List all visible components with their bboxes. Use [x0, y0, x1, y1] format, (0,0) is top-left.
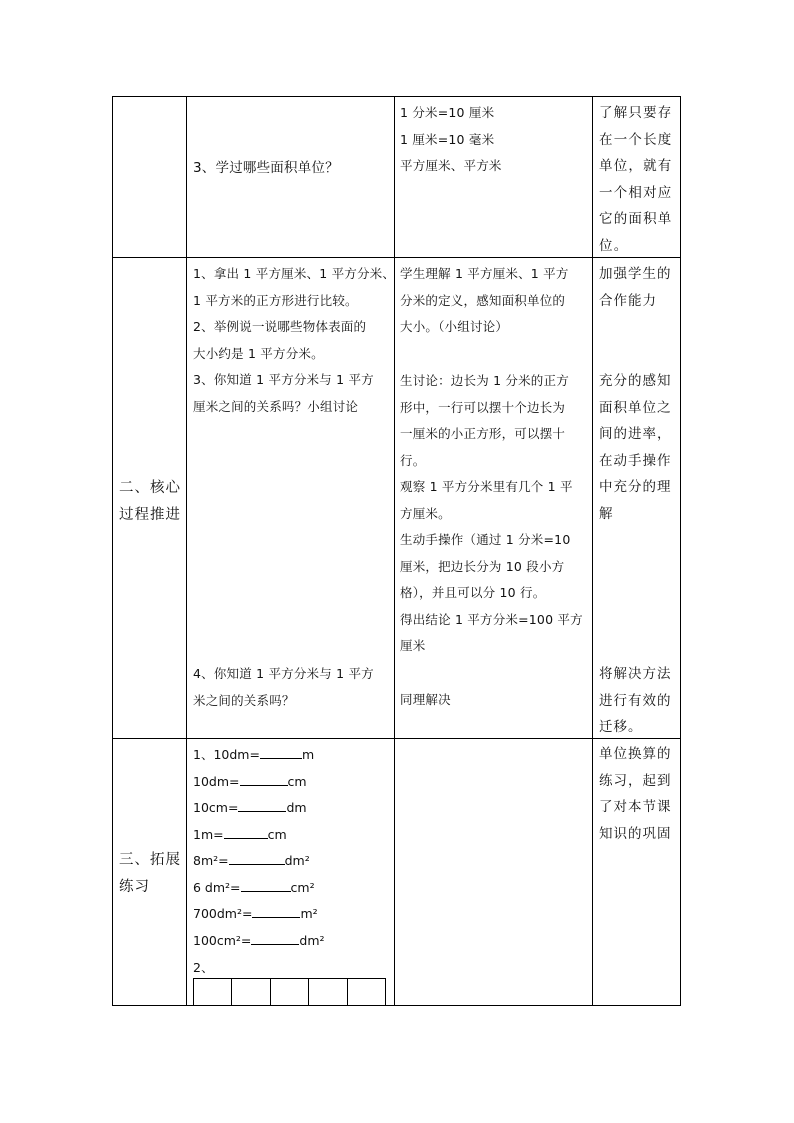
exercise-unit: m — [301, 747, 315, 762]
grid-cell — [232, 979, 270, 1005]
row2-student-discussion: 生讨论：边长为 1 分米的正方 形中，一行可以摆十个边长为 一厘米的小正方形，可以摆十 行。 观察 1 平方分米里有几个 1 平 方厘米。 生动手操作（通过 1 分米=10 厘米，把边长分为 10 段小方 格），并且可以分 10 行。 得出结论 1 平方分米=100 平方 厘米 — [400, 373, 583, 653]
answer-blank[interactable] — [238, 797, 286, 812]
exercise-unit: dm — [286, 800, 307, 815]
answer-blank[interactable] — [251, 930, 299, 945]
row2-student-same: 同理解决 — [400, 692, 451, 707]
row2-teacher-steps: 1、拿出 1 平方厘米、1 平方分米、 1 平方米的正方形进行比较。 2、举例说一说哪些物体表面的 大小约是 1 平方分米。 3、你知道 1 平方分米与 1 平方 厘米之间的关系吗？小组讨论 — [193, 266, 396, 414]
answer-blank[interactable] — [229, 850, 285, 865]
exercise-prompt: 8m²= — [193, 853, 229, 868]
exercise-prompt: 1m= — [193, 826, 224, 842]
exercise-line — [193, 901, 325, 928]
exercise-prompt: 6 dm²= — [193, 879, 241, 895]
drawing-grid — [193, 978, 386, 1006]
column-divider — [394, 97, 395, 1005]
exercise-prompt: 100cm²= — [193, 932, 252, 948]
row2-stage-label: 二、核心 过程推进 — [119, 480, 181, 523]
exercise-prompt: 10cm= — [193, 800, 239, 815]
exercise-list — [193, 742, 325, 954]
exercise-unit: dm² — [284, 853, 310, 868]
row1-intent-text: 了解只要存 在一个长度 单位，就有 一个相对应 它的面积单 位。 — [599, 105, 673, 254]
exercise-line — [193, 822, 325, 849]
answer-blank[interactable] — [240, 771, 288, 786]
exercise-unit: m² — [300, 906, 318, 921]
exercise-prompt: 1、10dm= — [193, 747, 260, 762]
answer-blank[interactable] — [241, 877, 291, 892]
row2-intent-transfer: 将解决方法 进行有效的 迁移。 — [599, 666, 672, 735]
answer-blank[interactable] — [224, 824, 268, 839]
exercise-unit: cm — [287, 773, 307, 789]
exercise-2-label: 2、 — [193, 960, 214, 975]
row-divider — [113, 738, 680, 739]
row3-intent-text: 单位换算的 练习，起到 了对本节课 知识的巩固 — [599, 746, 672, 842]
exercise-line — [193, 769, 325, 796]
row1-student-text: 1 分米=10 厘米 1 厘米=10 毫米 平方厘米、平方米 — [400, 105, 502, 173]
exercise-line — [193, 795, 325, 822]
grid-cell — [309, 979, 347, 1005]
row2-intent-cooperation: 加强学生的 合作能力 — [599, 266, 672, 309]
exercise-prompt: 700dm²= — [193, 906, 253, 921]
lesson-plan-table — [112, 96, 681, 1006]
row3-stage-label: 三、拓展 练习 — [119, 852, 181, 895]
exercise-prompt: 10dm= — [193, 773, 240, 789]
column-divider — [592, 97, 593, 1005]
row2-student-understanding: 学生理解 1 平方厘米、1 平方 分米的定义，感知面积单位的 大小。（小组讨论） — [400, 266, 569, 334]
answer-blank[interactable] — [252, 903, 300, 918]
exercise-unit: dm² — [299, 932, 325, 948]
exercise-line — [193, 875, 325, 902]
exercise-line — [193, 928, 325, 955]
exercise-unit: cm² — [290, 879, 315, 895]
row-divider — [113, 257, 680, 258]
exercise-line — [193, 848, 325, 875]
answer-blank[interactable] — [260, 744, 302, 759]
grid-cell — [271, 979, 309, 1005]
grid-cell — [194, 979, 232, 1005]
row2-teacher-step4: 4、你知道 1 平方分米与 1 平方 米之间的关系吗？ — [193, 666, 374, 708]
row2-intent-perception: 充分的感知 面积单位之 间的进率， 在动手操作 中充分的理 解 — [599, 373, 672, 522]
exercise-unit: cm — [267, 826, 287, 842]
column-divider — [186, 97, 187, 1005]
exercise-line — [193, 742, 325, 769]
grid-cell — [348, 979, 385, 1005]
row1-teacher-text: 3、学过哪些面积单位？ — [193, 160, 339, 176]
